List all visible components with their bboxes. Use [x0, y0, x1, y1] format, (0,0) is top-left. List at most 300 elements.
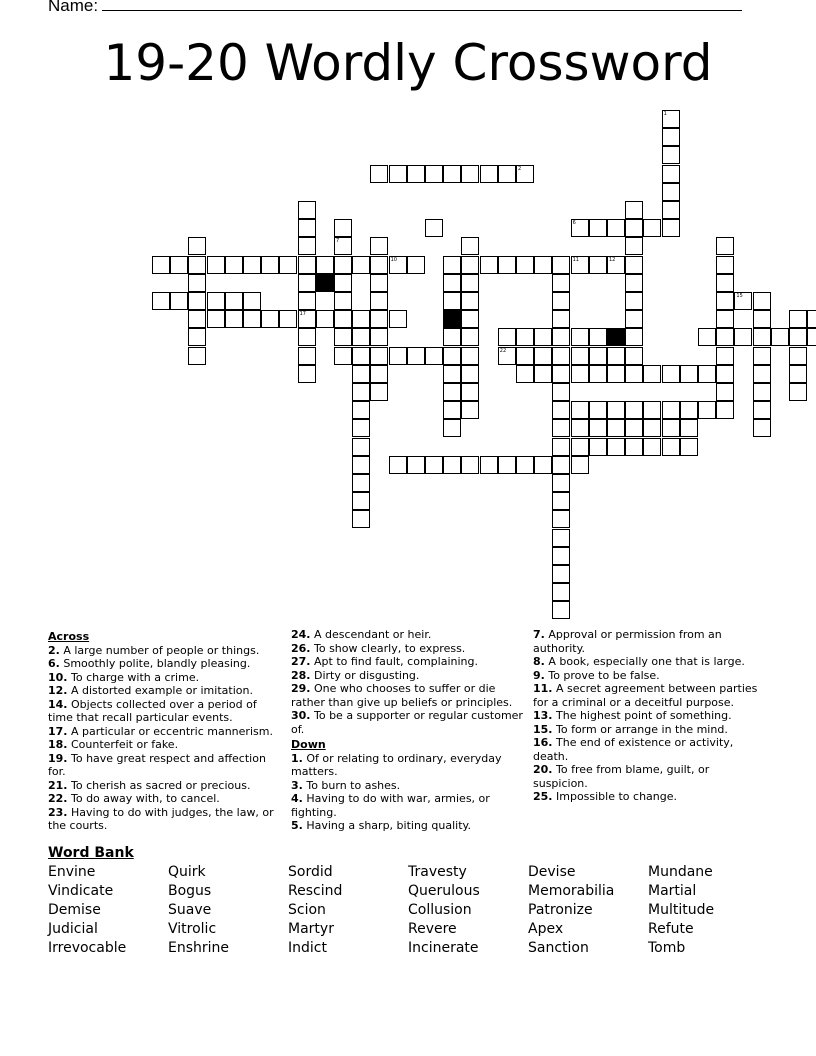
word-bank-item: Travesty [408, 864, 467, 880]
grid-cell[interactable] [571, 347, 589, 365]
grid-cell[interactable] [298, 256, 316, 274]
grid-cell[interactable] [789, 347, 807, 365]
grid-cell[interactable] [552, 401, 570, 419]
grid-cell[interactable] [552, 583, 570, 601]
grid-cell[interactable] [589, 328, 607, 346]
grid-cell[interactable] [789, 328, 807, 346]
grid-cell[interactable] [334, 256, 352, 274]
grid-cell[interactable] [625, 292, 643, 310]
grid-cell[interactable] [552, 347, 570, 365]
word-bank-item: Judicial [48, 921, 98, 937]
across-clue [291, 655, 523, 669]
grid-cell[interactable] [243, 256, 261, 274]
word-bank-item: Demise [48, 902, 101, 918]
grid-cell[interactable] [443, 401, 461, 419]
grid-cell[interactable] [152, 292, 170, 310]
grid-cell[interactable] [352, 474, 370, 492]
grid-cell[interactable] [443, 456, 461, 474]
grid-cell[interactable] [625, 328, 643, 346]
grid-cell[interactable] [625, 256, 643, 274]
word-bank-item: Envine [48, 864, 96, 880]
grid-cell[interactable] [534, 456, 552, 474]
grid-cell[interactable] [188, 310, 206, 328]
grid-cell[interactable] [461, 383, 479, 401]
grid-cell[interactable] [352, 347, 370, 365]
clue-text: To have great respect and affection for. [48, 751, 266, 778]
grid-cell[interactable] [443, 328, 461, 346]
word-bank-item: Memorabilia [528, 883, 615, 899]
grid-cell[interactable] [607, 365, 625, 383]
grid-cell[interactable] [188, 237, 206, 255]
grid-cell[interactable] [534, 256, 552, 274]
grid-cell[interactable] [389, 347, 407, 365]
grid-cell[interactable] [443, 419, 461, 437]
grid-cell[interactable] [407, 347, 425, 365]
grid-cell[interactable] [716, 328, 734, 346]
grid-cell[interactable] [443, 256, 461, 274]
clue-number: 19. [48, 751, 68, 765]
grid-cell[interactable] [389, 165, 407, 183]
grid-cell[interactable] [589, 347, 607, 365]
grid-cell[interactable] [279, 310, 297, 328]
grid-cell[interactable] [607, 401, 625, 419]
clue-text: To free from blame, guilt, or suspicion. [533, 763, 710, 790]
grid-cell[interactable] [716, 310, 734, 328]
grid-cell[interactable] [188, 328, 206, 346]
grid-cell[interactable] [170, 292, 188, 310]
word-bank-item: Martyr [288, 921, 334, 937]
across-clue [48, 684, 280, 698]
grid-cell[interactable] [552, 565, 570, 583]
grid-cell[interactable] [370, 383, 388, 401]
grid-cell[interactable] [698, 365, 716, 383]
grid-cell[interactable] [589, 365, 607, 383]
clue-text: Dirty or disgusting. [310, 668, 420, 682]
grid-cell[interactable] [389, 256, 407, 274]
clue-text: Counterfeit or fake. [67, 738, 179, 751]
black-cell [316, 274, 334, 292]
grid-cell[interactable] [571, 401, 589, 419]
grid-cell[interactable] [407, 165, 425, 183]
grid-cell[interactable] [589, 438, 607, 456]
grid-cell[interactable] [589, 219, 607, 237]
word-bank-item: Revere [408, 921, 457, 937]
grid-cell[interactable] [443, 383, 461, 401]
grid-cell[interactable] [352, 310, 370, 328]
grid-cell[interactable] [334, 274, 352, 292]
grid-cell[interactable] [662, 110, 680, 128]
across-heading: Across [48, 630, 90, 643]
grid-cell[interactable] [407, 456, 425, 474]
grid-cell[interactable] [425, 219, 443, 237]
grid-cell[interactable] [225, 310, 243, 328]
grid-cell[interactable] [662, 146, 680, 164]
clue-text: Approval or permission from an authority. [533, 628, 722, 655]
word-bank-item: Indict [288, 940, 327, 956]
clue-number: 2. [48, 643, 60, 657]
grid-cell[interactable] [680, 401, 698, 419]
clue-text: The end of existence or activity, death. [533, 736, 734, 763]
grid-cell[interactable] [534, 365, 552, 383]
grid-cell[interactable] [498, 456, 516, 474]
grid-cell[interactable] [352, 365, 370, 383]
grid-cell[interactable] [334, 328, 352, 346]
down-clue [291, 792, 523, 819]
grid-cell[interactable] [370, 292, 388, 310]
grid-cell[interactable] [716, 347, 734, 365]
grid-cell[interactable] [498, 347, 516, 365]
word-bank-item: Collusion [408, 902, 472, 918]
across-clue [291, 628, 523, 642]
grid-cell[interactable] [389, 456, 407, 474]
across-clue [48, 671, 280, 685]
clue-number: 8. [533, 655, 545, 668]
clue-number: 1. [291, 751, 303, 765]
clue-text: A large number of people or things. [59, 643, 260, 657]
grid-cell[interactable] [625, 401, 643, 419]
grid-cell[interactable] [552, 601, 570, 619]
grid-cell[interactable] [516, 365, 534, 383]
clue-number: 6. [48, 657, 60, 670]
grid-cell[interactable] [188, 292, 206, 310]
grid-cell[interactable] [443, 165, 461, 183]
grid-cell[interactable] [716, 292, 734, 310]
grid-cell[interactable] [298, 310, 316, 328]
grid-cell[interactable] [662, 438, 680, 456]
grid-cell[interactable] [207, 292, 225, 310]
clue-text: Having to do with judges, the law, or the courts. [48, 805, 274, 832]
cell-number: 15 [736, 293, 743, 299]
grid-cell[interactable] [753, 328, 771, 346]
grid-cell[interactable] [753, 292, 771, 310]
grid-cell[interactable] [589, 401, 607, 419]
grid-cell[interactable] [625, 201, 643, 219]
grid-cell[interactable] [607, 219, 625, 237]
grid-cell[interactable] [334, 310, 352, 328]
grid-cell[interactable] [480, 456, 498, 474]
grid-cell[interactable] [243, 310, 261, 328]
grid-cell[interactable] [443, 274, 461, 292]
grid-cell[interactable] [552, 529, 570, 547]
word-bank-item: Sanction [528, 940, 589, 956]
grid-cell[interactable] [461, 237, 479, 255]
grid-cell[interactable] [552, 456, 570, 474]
grid-cell[interactable] [643, 219, 661, 237]
grid-cell[interactable] [643, 401, 661, 419]
grid-cell[interactable] [334, 237, 352, 255]
grid-cell[interactable] [552, 438, 570, 456]
grid-cell[interactable] [589, 419, 607, 437]
grid-cell[interactable] [753, 310, 771, 328]
grid-cell[interactable] [807, 310, 816, 328]
grid-cell[interactable] [370, 274, 388, 292]
word-bank-item: Devise [528, 864, 576, 880]
grid-cell[interactable] [243, 292, 261, 310]
grid-cell[interactable] [716, 256, 734, 274]
grid-cell[interactable] [370, 328, 388, 346]
grid-cell[interactable] [225, 256, 243, 274]
grid-cell[interactable] [753, 419, 771, 437]
grid-cell[interactable] [753, 347, 771, 365]
grid-cell[interactable] [625, 347, 643, 365]
grid-cell[interactable] [625, 237, 643, 255]
grid-cell[interactable] [607, 419, 625, 437]
grid-cell[interactable] [662, 365, 680, 383]
clue-text: To prove to be false. [544, 668, 660, 682]
grid-cell[interactable] [461, 347, 479, 365]
grid-cell[interactable] [571, 219, 589, 237]
grid-cell[interactable] [571, 419, 589, 437]
clue-number: 4. [291, 792, 303, 805]
grid-cell[interactable] [571, 456, 589, 474]
grid-cell[interactable] [461, 274, 479, 292]
grid-cell[interactable] [571, 365, 589, 383]
down-clue [533, 723, 765, 737]
grid-cell[interactable] [734, 328, 752, 346]
clue-number: 14. [48, 697, 68, 711]
grid-cell[interactable] [498, 328, 516, 346]
down-clue [533, 655, 765, 669]
grid-cell[interactable] [552, 474, 570, 492]
clue-text: To charge with a crime. [67, 670, 200, 684]
grid-cell[interactable] [480, 256, 498, 274]
grid-cell[interactable] [425, 165, 443, 183]
grid-cell[interactable] [461, 456, 479, 474]
clue-number: 16. [533, 736, 553, 749]
clues-column-3 [533, 628, 765, 804]
clue-text: Having a sharp, biting quality. [302, 819, 471, 832]
grid-cell[interactable] [716, 274, 734, 292]
grid-cell[interactable] [753, 383, 771, 401]
grid-cell[interactable] [152, 256, 170, 274]
grid-cell[interactable] [188, 256, 206, 274]
grid-cell[interactable] [552, 383, 570, 401]
grid-cell[interactable] [370, 310, 388, 328]
grid-cell[interactable] [389, 310, 407, 328]
grid-cell[interactable] [298, 237, 316, 255]
grid-cell[interactable] [352, 438, 370, 456]
grid-cell[interactable] [789, 310, 807, 328]
word-bank-item: Scion [288, 902, 326, 918]
grid-cell[interactable] [461, 365, 479, 383]
grid-cell[interactable] [552, 256, 570, 274]
clue-text: To be a supporter or regular customer of. [291, 709, 523, 736]
grid-cell[interactable] [534, 328, 552, 346]
grid-cell[interactable] [552, 328, 570, 346]
clue-text: A distorted example or imitation. [67, 684, 253, 697]
grid-cell[interactable] [334, 219, 352, 237]
grid-cell[interactable] [662, 201, 680, 219]
grid-cell[interactable] [771, 328, 789, 346]
grid-cell[interactable] [461, 165, 479, 183]
across-clue [48, 738, 280, 752]
grid-cell[interactable] [352, 419, 370, 437]
grid-cell[interactable] [352, 401, 370, 419]
grid-cell[interactable] [589, 256, 607, 274]
grid-cell[interactable] [443, 347, 461, 365]
grid-cell[interactable] [643, 365, 661, 383]
grid-cell[interactable] [407, 256, 425, 274]
grid-cell[interactable] [753, 365, 771, 383]
down-clue [533, 682, 765, 709]
grid-cell[interactable] [188, 274, 206, 292]
grid-cell[interactable] [680, 438, 698, 456]
grid-cell[interactable] [370, 365, 388, 383]
grid-cell[interactable] [571, 256, 589, 274]
grid-cell[interactable] [552, 274, 570, 292]
clue-text: To do away with, to cancel. [67, 792, 220, 805]
grid-cell[interactable] [571, 328, 589, 346]
name-label: Name: [48, 0, 99, 15]
grid-cell[interactable] [516, 256, 534, 274]
grid-cell[interactable] [716, 365, 734, 383]
grid-cell[interactable] [480, 165, 498, 183]
grid-cell[interactable] [516, 328, 534, 346]
grid-cell[interactable] [716, 383, 734, 401]
clue-text: Apt to find fault, complaining. [310, 655, 478, 668]
across-clue [48, 644, 280, 658]
grid-cell[interactable] [516, 165, 534, 183]
grid-cell[interactable] [443, 292, 461, 310]
grid-cell[interactable] [425, 347, 443, 365]
word-bank-item: Mundane [648, 864, 713, 880]
across-clue [48, 725, 280, 739]
grid-cell[interactable] [516, 456, 534, 474]
grid-cell[interactable] [607, 438, 625, 456]
grid-cell[interactable] [552, 310, 570, 328]
grid-cell[interactable] [552, 419, 570, 437]
grid-cell[interactable] [207, 310, 225, 328]
grid-cell[interactable] [662, 419, 680, 437]
grid-cell[interactable] [352, 256, 370, 274]
grid-cell[interactable] [552, 492, 570, 510]
cell-number: 2 [518, 165, 522, 172]
grid-cell[interactable] [316, 256, 334, 274]
grid-cell[interactable] [461, 256, 479, 274]
grid-cell[interactable] [298, 365, 316, 383]
grid-cell[interactable] [753, 401, 771, 419]
grid-cell[interactable] [261, 256, 279, 274]
grid-cell[interactable] [662, 219, 680, 237]
grid-cell[interactable] [698, 328, 716, 346]
grid-cell[interactable] [662, 128, 680, 146]
grid-cell[interactable] [625, 438, 643, 456]
grid-cell[interactable] [698, 401, 716, 419]
grid-cell[interactable] [789, 365, 807, 383]
down-clue [291, 779, 523, 793]
grid-cell[interactable] [552, 510, 570, 528]
grid-cell[interactable] [298, 201, 316, 219]
grid-cell[interactable] [352, 456, 370, 474]
grid-cell[interactable] [734, 292, 752, 310]
clue-number: 24. [291, 628, 311, 641]
black-cell [607, 328, 625, 346]
down-clue [533, 736, 765, 763]
grid-cell[interactable] [370, 165, 388, 183]
grid-cell[interactable] [352, 492, 370, 510]
grid-cell[interactable] [298, 328, 316, 346]
clue-text: To burn to ashes. [302, 778, 401, 792]
grid-cell[interactable] [225, 292, 243, 310]
clue-number: 15. [533, 722, 553, 736]
word-bank-item: Suave [168, 902, 212, 918]
grid-cell[interactable] [662, 183, 680, 201]
grid-cell[interactable] [534, 347, 552, 365]
grid-cell[interactable] [680, 419, 698, 437]
down-clue [533, 669, 765, 683]
grid-cell[interactable] [334, 347, 352, 365]
grid-cell[interactable] [298, 347, 316, 365]
grid-cell[interactable] [298, 219, 316, 237]
grid-cell[interactable] [789, 383, 807, 401]
grid-cell[interactable] [625, 310, 643, 328]
grid-cell[interactable] [279, 256, 297, 274]
grid-cell[interactable] [662, 165, 680, 183]
grid-cell[interactable] [461, 310, 479, 328]
grid-cell[interactable] [643, 438, 661, 456]
grid-cell[interactable] [552, 292, 570, 310]
clue-number: 21. [48, 778, 68, 792]
grid-cell[interactable] [607, 256, 625, 274]
grid-cell[interactable] [498, 165, 516, 183]
clue-text: One who chooses to suffer or die rather than give up beliefs or principles. [291, 682, 513, 709]
word-bank-item: Apex [528, 921, 564, 937]
clues-column-1 [48, 628, 280, 833]
grid-cell[interactable] [443, 365, 461, 383]
grid-cell[interactable] [188, 347, 206, 365]
grid-cell[interactable] [625, 219, 643, 237]
grid-cell[interactable] [552, 547, 570, 565]
grid-cell[interactable] [643, 419, 661, 437]
grid-cell[interactable] [607, 347, 625, 365]
grid-cell[interactable] [716, 401, 734, 419]
grid-cell[interactable] [571, 438, 589, 456]
grid-cell[interactable] [352, 383, 370, 401]
grid-cell[interactable] [352, 510, 370, 528]
grid-cell[interactable] [625, 419, 643, 437]
grid-cell[interactable] [170, 256, 188, 274]
grid-cell[interactable] [552, 365, 570, 383]
word-bank-item: Bogus [168, 883, 212, 899]
across-clue [48, 752, 280, 779]
grid-cell[interactable] [680, 365, 698, 383]
grid-cell[interactable] [807, 328, 816, 346]
grid-cell[interactable] [425, 456, 443, 474]
grid-cell[interactable] [461, 328, 479, 346]
word-bank-item: Vitrolic [168, 921, 217, 937]
grid-cell[interactable] [461, 292, 479, 310]
grid-cell[interactable] [370, 237, 388, 255]
grid-cell[interactable] [352, 328, 370, 346]
grid-cell[interactable] [625, 274, 643, 292]
cell-number: 6 [572, 220, 576, 227]
grid-cell[interactable] [461, 401, 479, 419]
grid-cell[interactable] [662, 401, 680, 419]
grid-cell[interactable] [298, 274, 316, 292]
grid-cell[interactable] [316, 310, 334, 328]
grid-cell[interactable] [207, 256, 225, 274]
grid-cell[interactable] [334, 292, 352, 310]
grid-cell[interactable] [370, 347, 388, 365]
clue-text: To show clearly, to express. [310, 641, 466, 655]
grid-cell[interactable] [298, 292, 316, 310]
grid-cell[interactable] [516, 347, 534, 365]
grid-cell[interactable] [261, 310, 279, 328]
grid-cell[interactable] [625, 365, 643, 383]
grid-cell[interactable] [370, 256, 388, 274]
grid-cell[interactable] [716, 237, 734, 255]
grid-cell[interactable] [498, 256, 516, 274]
